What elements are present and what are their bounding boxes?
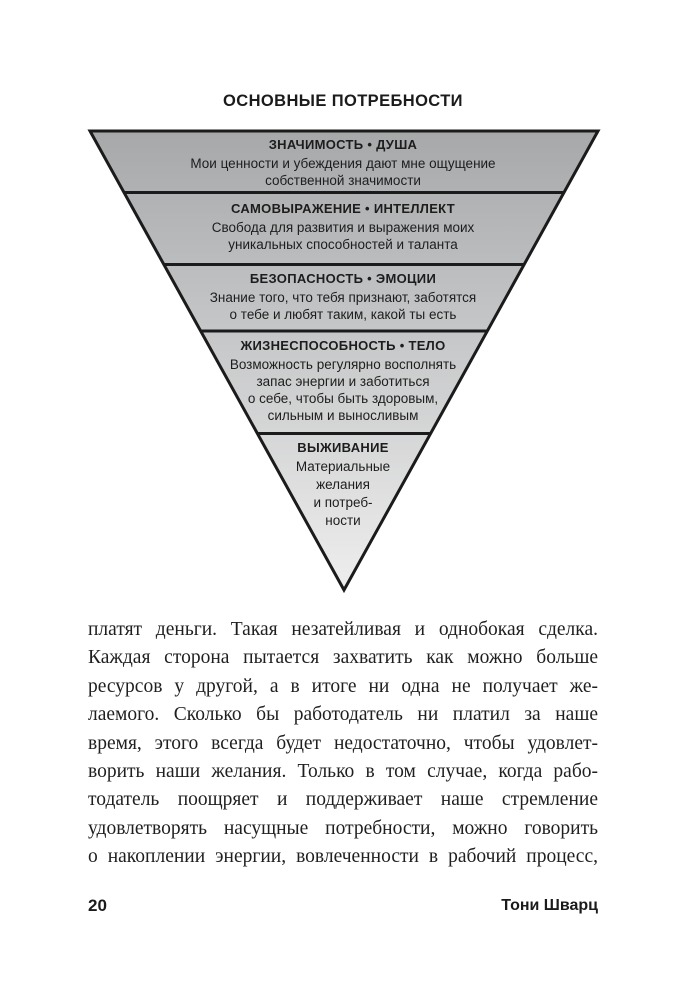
tier-text-line: Материальные (295, 459, 391, 474)
running-author: Тони Шварц (501, 897, 598, 914)
tier-text-line: желания (316, 477, 370, 492)
pyramid-tier-survival (0, 440, 686, 530)
tier-text-line: запас энергии и заботиться (256, 374, 430, 389)
body-text-line: Каждая сторона пытается захватить как можно больше (88, 647, 598, 669)
body-text-line: время, этого всегда будет недостаточно, чтобы удовлет- (88, 732, 598, 754)
tier-heading: ЗНАЧИМОСТЬ • ДУША (268, 137, 418, 152)
tier-text-line: о себе, чтобы быть здоровым, (247, 391, 439, 406)
diagram-title: ОСНОВНЫЕ ПОТРЕБНОСТИ (223, 92, 463, 110)
pyramid-tier-significance (0, 137, 686, 189)
tier-text-line: Возможность регулярно восполнять (229, 357, 457, 372)
body-text-line: лаемого. Сколько бы работодатель ни платил за наше (88, 704, 598, 726)
page-number: 20 (88, 896, 107, 915)
tier-text-line: о тебе и любят таким, какой ты есть (229, 307, 457, 322)
tier-heading: ВЫЖИВАНИЕ (297, 440, 389, 455)
body-text-line: ворить наши желания. Только в том случае, когда рабо- (88, 760, 598, 782)
body-paragraph (88, 616, 598, 872)
tier-text-line: сильным и выносливым (267, 408, 419, 423)
pyramid-tier-self-expression (0, 201, 686, 253)
tier-text-line: собственной значимости (265, 173, 421, 188)
tier-heading: БЕЗОПАСНОСТЬ • ЭМОЦИИ (249, 271, 437, 286)
body-text-line: удовлетворять насущные потребности, можно говорить (88, 817, 598, 839)
tier-text-line: уникальных способностей и таланта (228, 237, 458, 252)
pyramid-tier-safety (0, 271, 686, 323)
body-text-line: ресурсов у другой, а в итоге ни одна не получает же- (88, 675, 598, 697)
tier-text-line: Свобода для развития и выражения моих (211, 220, 475, 235)
tier-text-line: Мои ценности и убеждения дают мне ощущение (190, 156, 496, 171)
body-text-line: о накоплении энергии, вовлеченности в рабочий процесс, (88, 846, 598, 868)
body-text-line: тодатель поощряет и поддерживает наше стремление (88, 789, 598, 811)
tier-text-line: и потреб- (313, 495, 373, 510)
tier-heading: САМОВЫРАЖЕНИЕ • ИНТЕЛЛЕКТ (231, 201, 455, 216)
tier-heading: ЖИЗНЕСПОСОБНОСТЬ • ТЕЛО (240, 338, 446, 353)
pyramid-tier-vitality (0, 338, 686, 424)
tier-text-line: ности (325, 513, 361, 528)
body-text-line: платят деньги. Такая незатейливая и однобокая сделка. (88, 619, 598, 640)
tier-text-line: Знание того, что тебя признают, заботятся (209, 290, 477, 305)
